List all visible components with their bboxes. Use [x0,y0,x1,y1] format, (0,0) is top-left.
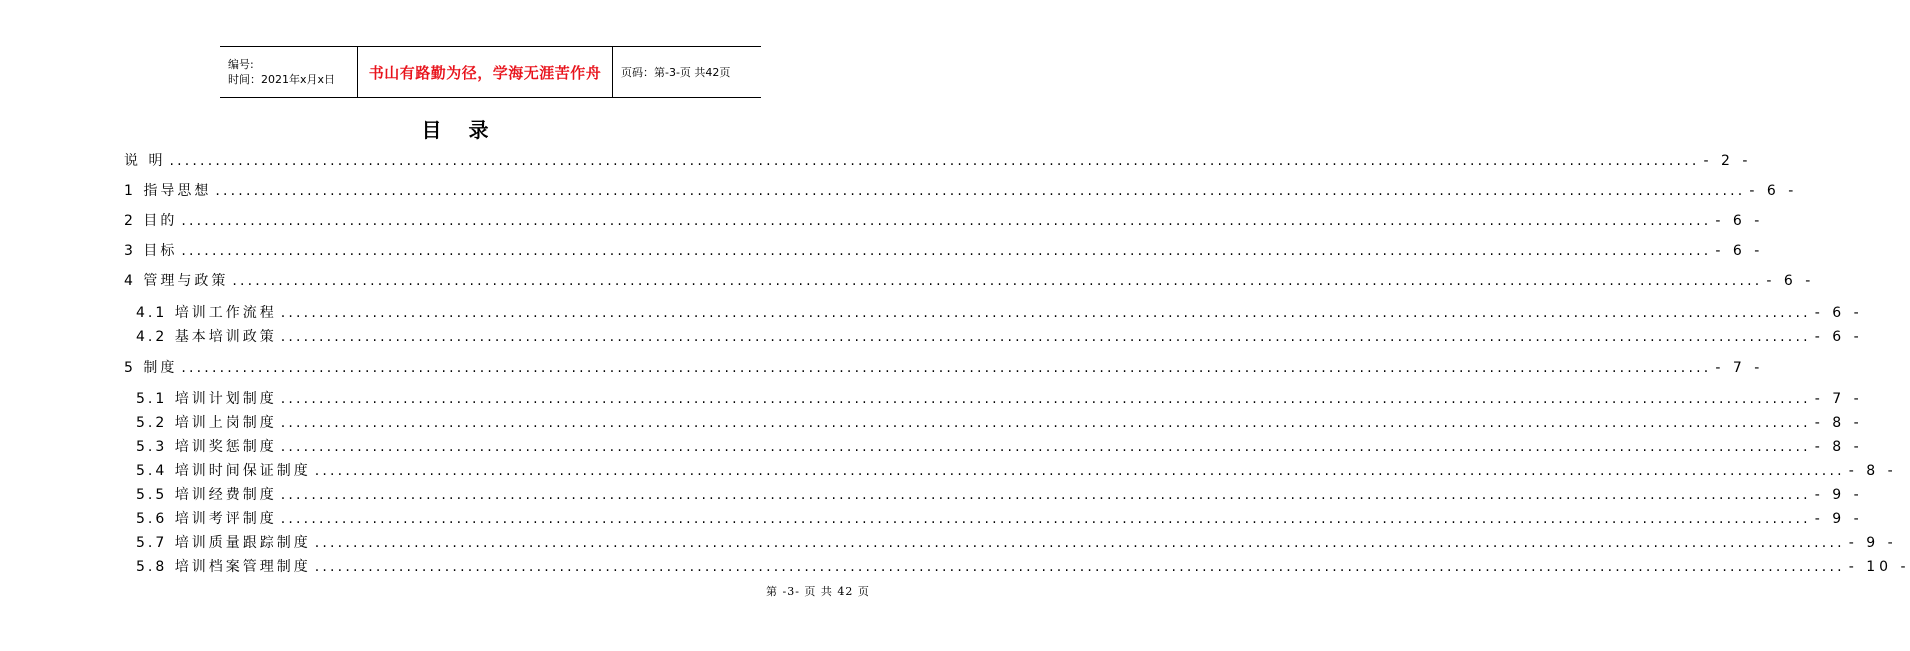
toc-entry[interactable] [136,507,1863,529]
toc-entry-label: 5.7 培训质量跟踪制度 [136,535,311,551]
toc-entry-label: 5.6 培训考评制度 [136,511,277,527]
toc-leader-dots: ........................................................................................................................................................................................................ [232,273,1763,289]
toc-entry-label: 2 目的 [124,213,178,229]
toc-entry-page: - 9 - [1814,511,1863,527]
document-number-label: 编号: [228,58,254,71]
toc-entry-label: 1 指导思想 [124,183,212,199]
toc-leader-dots: ........................................................................................................................................................................................................ [280,305,1811,321]
toc-entry-page: - 6 - [1749,183,1798,199]
toc-entry-label: 5.4 培训时间保证制度 [136,463,311,479]
toc-entry-label: 4 管理与政策 [124,273,229,289]
toc-entry[interactable] [136,411,1863,433]
toc-leader-dots: ........................................................................................................................................................................................................ [215,183,1746,199]
toc-entry-page: - 10 - [1848,559,1910,575]
toc-leader-dots: ........................................................................................................................................................................................................ [169,153,1700,169]
toc-leader-dots: ........................................................................................................................................................................................................ [280,391,1811,407]
toc-entry[interactable] [124,269,1815,291]
toc-entry-label: 4.1 培训工作流程 [136,305,277,321]
toc-entry[interactable] [124,356,1764,378]
toc-entry-page: - 6 - [1715,213,1764,229]
toc-entry-page: - 7 - [1715,360,1764,376]
toc-entry-label: 5.2 培训上岗制度 [136,415,277,431]
toc-leader-dots: ........................................................................................................................................................................................................ [280,487,1811,503]
toc-entry-label: 3 目标 [124,243,178,259]
toc-entry[interactable] [124,179,1798,201]
toc-entry-label: 5.3 培训奖惩制度 [136,439,277,455]
toc-entry[interactable] [136,387,1863,409]
toc-leader-dots: ........................................................................................................................................................................................................ [181,360,1712,376]
toc-entry-page: - 6 - [1766,273,1815,289]
toc-leader-dots: ........................................................................................................................................................................................................ [314,463,1845,479]
toc-leader-dots: ........................................................................................................................................................................................................ [314,559,1845,575]
document-time-label: 时间：2021年x月x日 [228,73,336,86]
toc-entry-page: - 8 - [1848,463,1897,479]
toc-entry-page: - 8 - [1814,439,1863,455]
toc-entry[interactable] [124,239,1764,261]
toc-entry-label: 5 制度 [124,360,178,376]
toc-leader-dots: ........................................................................................................................................................................................................ [181,213,1712,229]
toc-entry[interactable] [136,531,1897,553]
toc-leader-dots: ........................................................................................................................................................................................................ [314,535,1845,551]
toc-entry-page: - 6 - [1814,305,1863,321]
toc-entry[interactable] [136,435,1863,457]
toc-entry-page: - 6 - [1814,329,1863,345]
toc-entry[interactable] [136,483,1863,505]
toc-entry-page: - 9 - [1848,535,1897,551]
toc-entry-label: 说 明 [124,153,166,169]
toc-entry[interactable] [136,325,1863,347]
toc-entry[interactable] [136,459,1897,481]
toc-entry-page: - 8 - [1814,415,1863,431]
toc-entry[interactable] [136,555,1910,577]
toc-entry-label: 5.8 培训档案管理制度 [136,559,311,575]
toc-entry-page: - 7 - [1814,391,1863,407]
page-footer: 第 -3- 页 共 42 页 [766,585,870,598]
page-info-text: 页码：第-3-页 共42页 [621,66,731,79]
motto-text: 书山有路勤为径，学海无涯苦作舟 [368,63,602,82]
toc-entry-page: - 9 - [1814,487,1863,503]
toc-leader-dots: ........................................................................................................................................................................................................ [280,415,1811,431]
toc-entry-page: - 2 - [1703,153,1752,169]
toc-entry[interactable] [124,209,1764,231]
toc-entry[interactable] [124,149,1752,171]
toc-entry-page: - 6 - [1715,243,1764,259]
toc-leader-dots: ........................................................................................................................................................................................................ [280,511,1811,527]
page-title: 目 录 [421,118,499,142]
toc-entry-label: 5.1 培训计划制度 [136,391,277,407]
toc-leader-dots: ........................................................................................................................................................................................................ [280,329,1811,345]
toc-leader-dots: ........................................................................................................................................................................................................ [181,243,1712,259]
toc-leader-dots: ........................................................................................................................................................................................................ [280,439,1811,455]
toc-entry-label: 5.5 培训经费制度 [136,487,277,503]
toc-entry[interactable] [136,301,1863,323]
toc-entry-label: 4.2 基本培训政策 [136,329,277,345]
